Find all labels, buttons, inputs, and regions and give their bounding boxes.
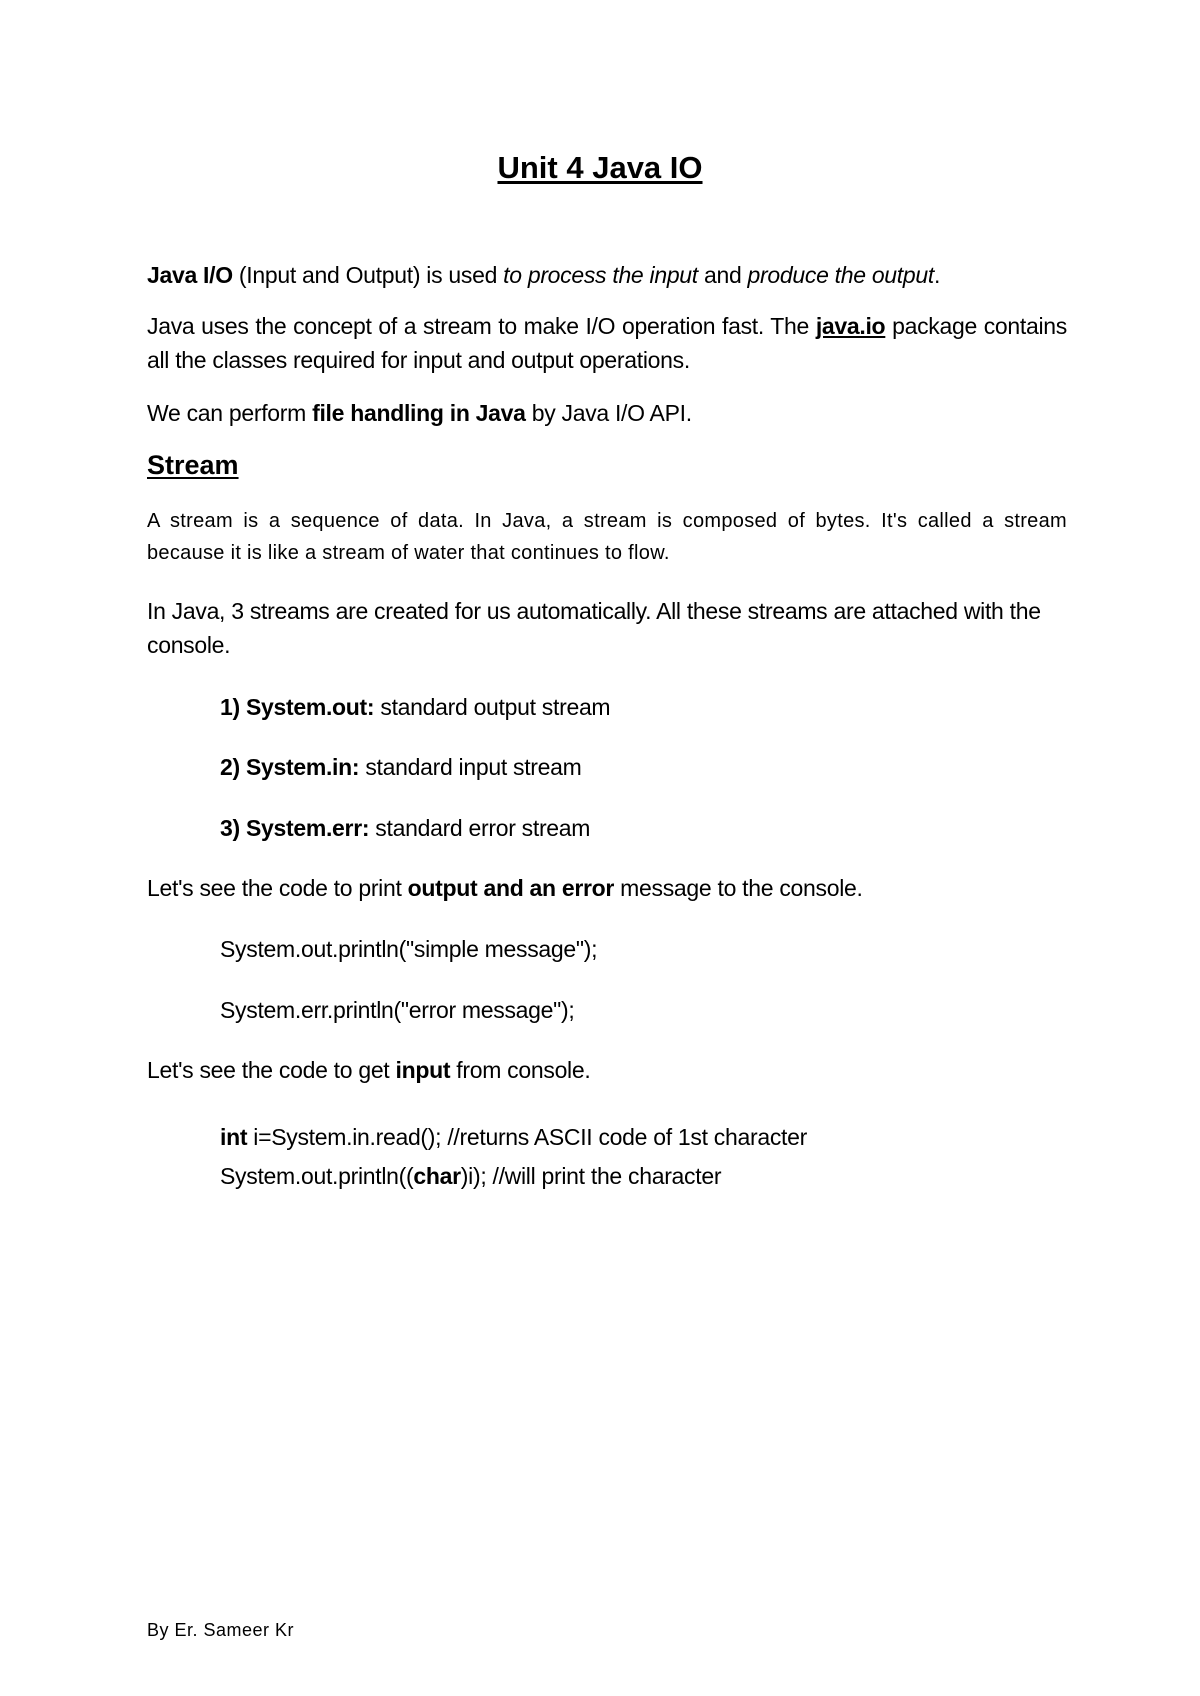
file-handling-text-2: by Java I/O API. <box>525 400 692 426</box>
intro-text-3: . <box>933 262 941 288</box>
stream-concept-paragraph <box>147 309 1067 377</box>
code-text: System.out.println(( <box>220 1163 414 1189</box>
input-intro-text-1: Let's see the code to get <box>147 1057 396 1083</box>
stream-label: 2) System.in: <box>220 754 360 780</box>
intro-text-2: and <box>697 262 748 288</box>
footer-author: By Er. Sameer Kr <box>147 1620 295 1640</box>
stream-desc: standard input stream <box>359 754 582 780</box>
auto-streams-paragraph: In Java, 3 streams are created for us automatically. All these streams are attached with the console. <box>147 598 1041 658</box>
intro-italic-1: to process the input <box>503 262 698 288</box>
file-handling-bold: file handling in Java <box>312 400 526 426</box>
output-intro-bold: output and an error <box>407 875 615 901</box>
page-title: Unit 4 Java IO <box>497 150 703 185</box>
output-intro-text-2: message to the console. <box>614 875 863 901</box>
code-text: i=System.in.read(); //returns ASCII code of 1st character <box>247 1124 807 1150</box>
code-keyword: int <box>220 1124 248 1150</box>
java-io-package: java.io <box>815 313 886 339</box>
code-text: )i); //will print the character <box>460 1163 722 1189</box>
list-item <box>220 750 582 784</box>
stream-desc: standard output stream <box>374 694 611 720</box>
stream-desc: standard error stream <box>369 815 591 841</box>
stream-concept-text-2: package contains all the classes required for input and output operations. <box>147 313 1067 373</box>
intro-text-1: (Input and Output) is used <box>232 262 504 288</box>
stream-definition: A stream is a sequence of data. In Java, a stream is composed of bytes. It's called a stream because it is like a stream of water that continues to flow. <box>147 510 1067 564</box>
code-keyword: char <box>413 1163 461 1189</box>
stream-label: 3) System.err: <box>220 815 370 841</box>
list-item <box>220 811 590 845</box>
file-handling-text-1: We can perform <box>147 400 313 426</box>
code-line: System.err.println("error message"); <box>220 997 575 1023</box>
input-intro-paragraph <box>147 1053 1067 1087</box>
intro-paragraph <box>147 258 1067 292</box>
stream-concept-text-1: Java uses the concept of a stream to make I/O operation fast. The <box>147 313 816 339</box>
code-line <box>220 1159 721 1193</box>
list-item <box>220 690 610 724</box>
intro-italic-2: produce the output <box>747 262 934 288</box>
output-intro-paragraph <box>147 871 1067 905</box>
code-line <box>220 1120 807 1154</box>
code-line: System.out.println("simple message"); <box>220 936 598 962</box>
stream-label: 1) System.out: <box>220 694 375 720</box>
input-intro-bold: input <box>395 1057 451 1083</box>
input-intro-text-2: from console. <box>450 1057 591 1083</box>
intro-bold-lead: Java I/O <box>147 262 233 288</box>
stream-heading: Stream <box>147 450 239 480</box>
file-handling-paragraph <box>147 396 1067 430</box>
output-intro-text-1: Let's see the code to print <box>147 875 408 901</box>
